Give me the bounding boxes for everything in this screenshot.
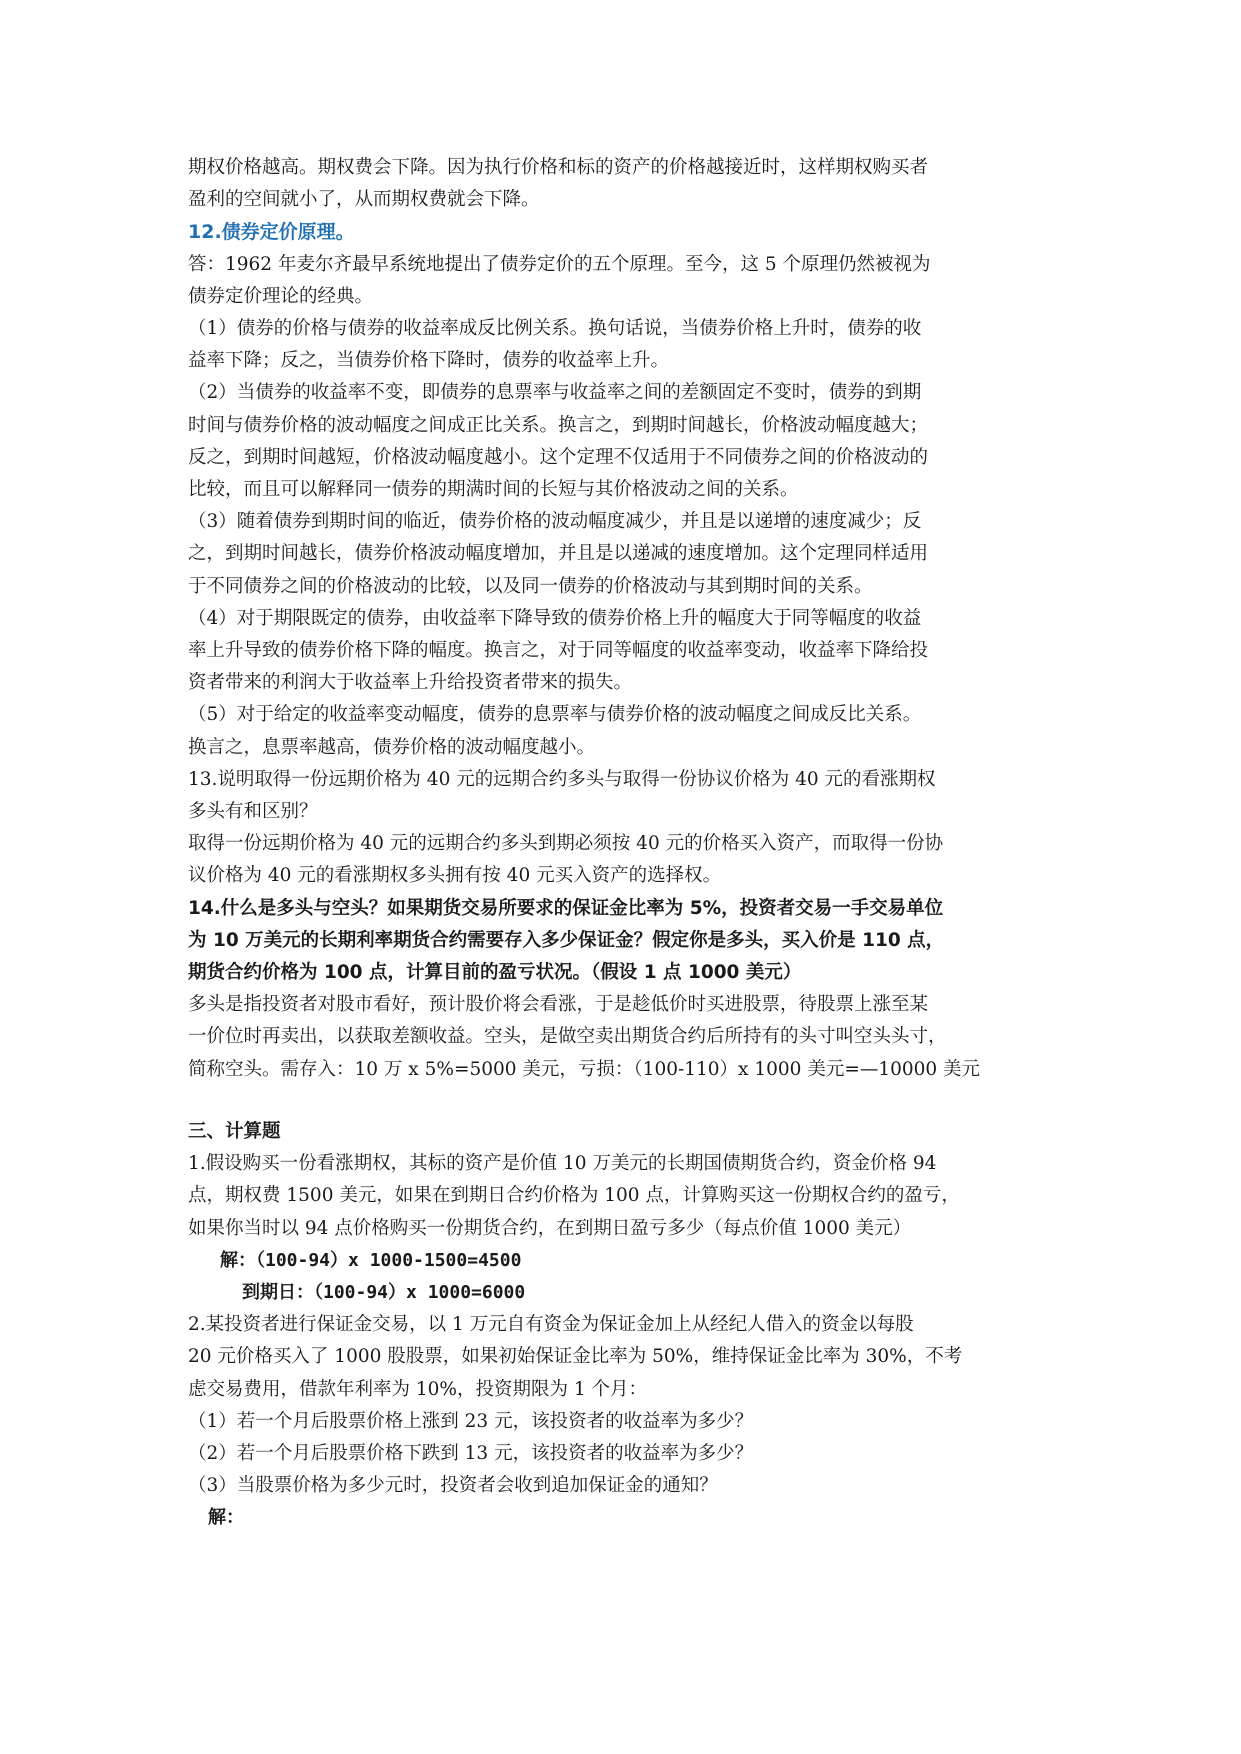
q12-answer-line: 率上升导致的债券价格下降的幅度。换言之，对于同等幅度的收益率变动，收益率下降给投 xyxy=(188,640,929,662)
question-13-line: 多头有和区别？ xyxy=(188,801,318,823)
q14-answer-line: 简称空头。需存入：10 万 x 5%=5000 美元，亏损：（100-110）x 1000 美元=—10000 美元 xyxy=(188,1058,981,1080)
q12-answer-line: 答：1962 年麦尔齐最早系统地提出了债券定价的五个原理。至今，这 5 个原理仍然被视为 xyxy=(188,253,931,275)
document-body xyxy=(188,152,1060,1535)
q14-answer-line: 一价位时再卖出，以获取差额收益。空头，是做空卖出期货合约后所持有的头寸叫空头头寸， xyxy=(188,1026,947,1048)
question-14-line: 为 10 万美元的长期利率期货合约需要存入多少保证金？假定你是多头，买入价是 110 点， xyxy=(188,929,945,951)
q12-answer-line: 换言之，息票率越高，债券价格的波动幅度越小。 xyxy=(188,736,596,758)
problem-2-line: 2.某投资者进行保证金交易，以 1 万元自有资金为保证金加上从经纪人借入的资金以每股 xyxy=(188,1314,914,1336)
q12-answer-line: 益率下降；反之，当债券价格下降时，债券的收益率上升。 xyxy=(188,350,670,372)
option-text-line: 盈利的空间就小了，从而期权费就会下降。 xyxy=(188,189,540,211)
q12-answer-line: 之，到期时间越长，债券价格波动幅度增加，并且是以递减的速度增加。这个定理同样适用 xyxy=(188,543,929,565)
problem-1-line: 点，期权费 1500 美元，如果在到期日合约价格为 100 点，计算购买这一份期权合约的盈亏， xyxy=(188,1185,960,1207)
q12-answer-line: （1）债券的价格与债券的收益率成反比例关系。换句话说，当债券价格上升时，债券的收 xyxy=(188,318,922,340)
problem-1-solution: 解：（100-94）x 1000-1500=4500 xyxy=(220,1249,522,1271)
q12-answer-line: 时间与债券价格的波动幅度之间成正比关系。换言之，到期时间越长，价格波动幅度越大； xyxy=(188,414,929,436)
q12-answer-line: （3）随着债券到期时间的临近，债券价格的波动幅度减少，并且是以递增的速度减少；反 xyxy=(188,511,922,533)
q12-answer-line: （2）当债券的收益率不变，即债券的息票率与收益率之间的差额固定不变时，债券的到期 xyxy=(188,382,922,404)
q12-answer-line: 反之，到期时间越短，价格波动幅度越小。这个定理不仅适用于不同债券之间的价格波动的 xyxy=(188,446,929,468)
problem-2-line: 虑交易费用，借款年利率为 10%，投资期限为 1 个月： xyxy=(188,1378,648,1400)
q12-answer-line: （4）对于期限既定的债券，由收益率下降导致的债券价格上升的幅度大于同等幅度的收益 xyxy=(188,607,922,629)
problem-1-line: 1.假设购买一份看涨期权，其标的资产是价值 10 万美元的长期国债期货合约，资金价格 94 xyxy=(188,1153,937,1175)
problem-2-item: （1）若一个月后股票价格上涨到 23 元，该投资者的收益率为多少？ xyxy=(188,1410,754,1432)
q12-answer-line: 于不同债券之间的价格波动的比较，以及同一债券的价格波动与其到期时间的关系。 xyxy=(188,575,873,597)
q12-answer-line: （5）对于给定的收益率变动幅度，债券的息票率与债券价格的波动幅度之间成反比关系。 xyxy=(188,704,922,726)
q13-answer-line: 取得一份远期价格为 40 元的远期合约多头到期必须按 40 元的价格买入资产，而取得一份协 xyxy=(188,833,944,855)
q12-answer-line: 债券定价理论的经典。 xyxy=(188,285,374,307)
problem-1-line: 如果你当时以 94 点价格购买一份期货合约，在到期日盈亏多少（每点价值 1000 美元） xyxy=(188,1217,912,1239)
option-text-line: 期权价格越高。期权费会下降。因为执行价格和标的资产的价格越接近时，这样期权购买者 xyxy=(188,157,929,178)
problem-1-solution: 到期日：（100-94）x 1000=6000 xyxy=(242,1281,526,1303)
question-12-heading: 12.债券定价原理。 xyxy=(188,221,355,244)
q14-answer-line: 多头是指投资者对股市看好，预计股价将会看涨，于是趁低价时买进股票，待股票上涨至某 xyxy=(188,994,929,1016)
q12-answer-line: 比较，而且可以解释同一债券的期满时间的长短与其价格波动之间的关系。 xyxy=(188,479,799,501)
question-13-line: 13.说明取得一份远期价格为 40 元的远期合约多头与取得一份协议价格为 40 元的看涨期权 xyxy=(188,768,936,790)
question-14-line: 期货合约价格为 100 点，计算目前的盈亏状况。（假设 1 点 1000 美元） xyxy=(188,962,802,984)
q12-answer-line: 资者带来的利润大于收益率上升给投资者带来的损失。 xyxy=(188,672,633,694)
section-title: 三、计算题 xyxy=(188,1120,281,1142)
problem-2-item: （3）当股票价格为多少元时，投资者会收到追加保证金的通知？ xyxy=(188,1475,718,1497)
q13-answer-line: 议价格为 40 元的看涨期权多头拥有按 40 元买入资产的选择权。 xyxy=(188,865,722,887)
problem-2-line: 20 元价格买入了 1000 股股票，如果初始保证金比率为 50%，维持保证金比率为 30%，不考 xyxy=(188,1346,963,1368)
problem-2-item: （2）若一个月后股票价格下跌到 13 元，该投资者的收益率为多少？ xyxy=(188,1442,754,1464)
problem-2-solution-label: 解： xyxy=(208,1507,244,1529)
question-14-line: 14.什么是多头与空头？如果期货交易所要求的保证金比率为 5%，投资者交易一手交易单位 xyxy=(188,897,944,919)
